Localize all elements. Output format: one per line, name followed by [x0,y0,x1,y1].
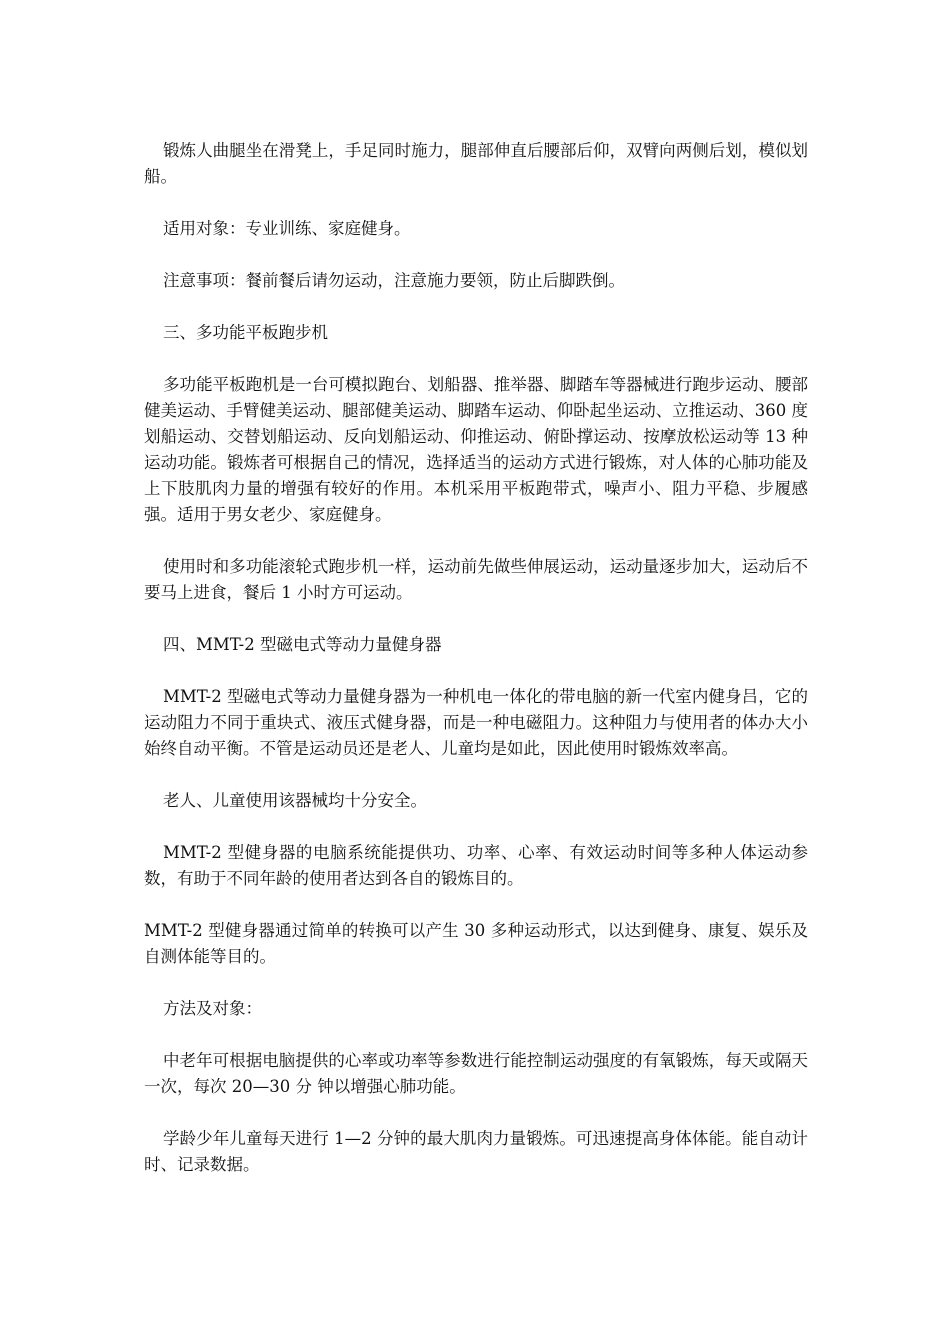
paragraph-rowing-target: 适用对象：专业训练、家庭健身。 [163,219,411,238]
paragraph-mmt2-safety: 老人、儿童使用该器械均十分安全。 [163,791,427,810]
paragraph-rowing-notice: 注意事项：餐前餐后请勿运动，注意施力要领，防止后脚跌倒。 [163,271,625,290]
paragraph-rowing-description: 锻炼人曲腿坐在滑凳上，手足同时施力，腿部伸直后腰部后仰，双臂向两侧后划，模似划船。 [144,141,808,186]
paragraph-methods-children: 学龄少年儿童每天进行 1—2 分钟的最大肌肉力量锻炼。可迅速提高身体体能。能自动计时、记录数据。 [144,1129,808,1174]
paragraph-treadmill-description: 多功能平板跑机是一台可模拟跑台、划船器、推举器、脚踏车等器械进行跑步运动、腰部健美运动、手臂健美运动、腿部健美运动、脚踏车运动、仰卧起坐运动、立推运动、360 度划船运动、交替划船运动、反向划船运动、仰推运动、俯卧撑运动、按摩放松运动等 13 种运动功能。锻炼者可根据自己的情况，选择适当的运动方式进行锻炼，对人体的心肺功能及上下肢肌肉力量的增强有较好的作用。本机采用平板跑带式，噪声小、阻力平稳、步履感强。适用于男女老少、家庭健身。 [144,375,808,524]
paragraph-treadmill-usage: 使用时和多功能滚轮式跑步机一样，运动前先做些伸展运动，运动量逐步加大，运动后不要马上进食，餐后 1 小时方可运动。 [144,557,808,602]
paragraph-mmt2-parameters: MMT-2 型健身器的电脑系统能提供功、功率、心率、有效运动时间等多种人体运动参数，有助于不同年龄的使用者达到各自的锻炼目的。 [144,843,808,888]
section-heading-treadmill: 三、多功能平板跑步机 [163,323,328,342]
paragraph-methods-elderly: 中老年可根据电脑提供的心率或功率等参数进行能控制运动强度的有氧锻炼，每天或隔天一次，每次 20—30 分 钟以增强心肺功能。 [144,1051,808,1096]
paragraph-methods-heading: 方法及对象： [163,999,262,1018]
paragraph-mmt2-description: MMT-2 型磁电式等动力量健身器为一种机电一体化的带电脑的新一代室内健身吕，它的运动阻力不同于重块式、液压式健身器，而是一种电磁阻力。这种阻力与使用者的体办大小始终自动平衡。不管是运动员还是老人、儿童均是如此，因此使用时锻炼效率高。 [144,687,808,758]
paragraph-mmt2-forms: MMT-2 型健身器通过简单的转换可以产生 30 多种运动形式，以达到健身、康复、娱乐及自测体能等目的。 [144,921,808,966]
section-heading-mmt2: 四、MMT-2 型磁电式等动力量健身器 [163,635,442,654]
document-body [144,138,808,1204]
